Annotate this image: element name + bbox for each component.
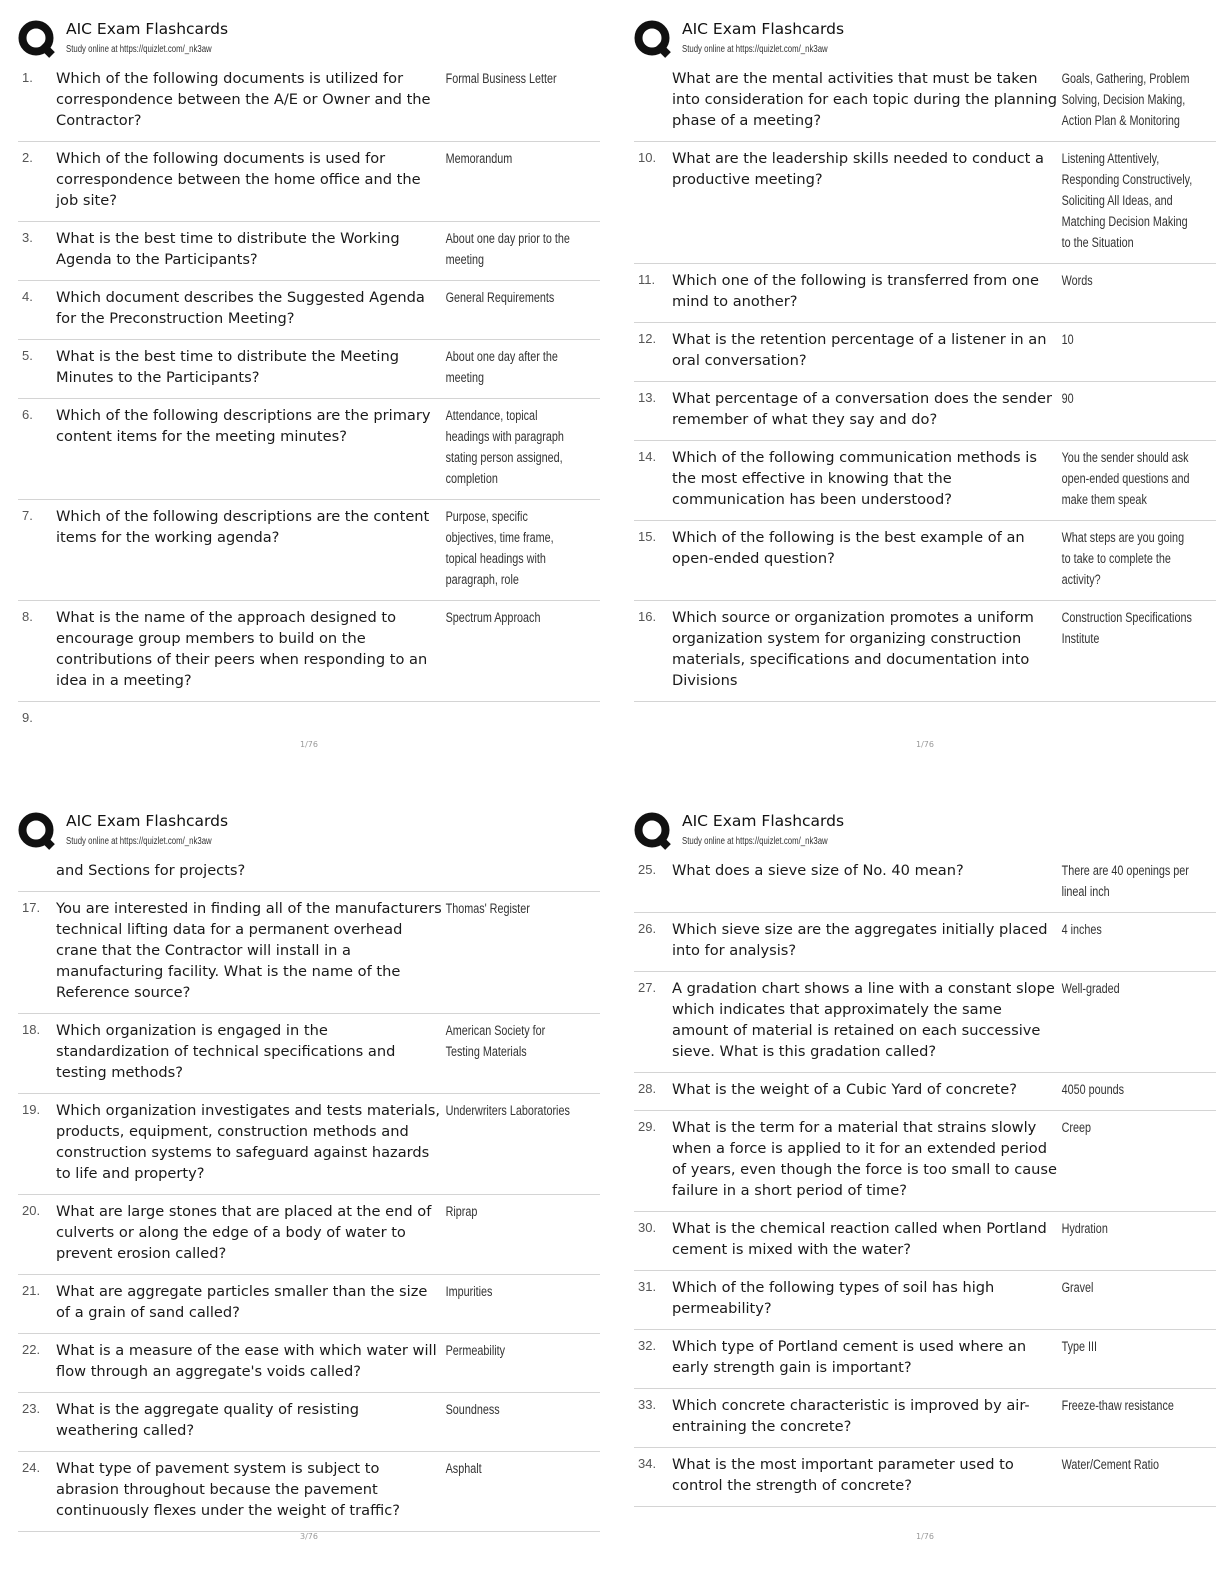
deck-title: AIC Exam Flashcards (682, 20, 845, 38)
flashcard-row (18, 702, 600, 735)
card-answer-text: Construction Specifications Institute (1061, 610, 1192, 646)
flashcard-page-3 (18, 806, 600, 1566)
flashcard-row (634, 854, 1216, 913)
flashcard-row (634, 972, 1216, 1073)
card-question: Which concrete characteristic is improved by air-entraining the concrete? (672, 1397, 1030, 1435)
card-answer (1060, 527, 1196, 590)
card-answer (444, 708, 580, 725)
card-answer-text: General Requirements (445, 290, 555, 305)
card-answer-text: What steps are you going to take to complete the activity? (1061, 530, 1185, 587)
card-question: Which document describes the Suggested Agenda for the Preconstruction Meeting? (56, 289, 425, 327)
card-answer-text: 90 (1061, 391, 1074, 406)
card-number: 7. (22, 508, 33, 523)
card-answer-text: Underwriters Laboratories (445, 1103, 570, 1118)
card-number: 9. (22, 710, 33, 725)
card-question: Which organization is engaged in the standardization of technical specifications and testing methods? (56, 1022, 396, 1081)
card-answer (444, 1020, 580, 1083)
quizlet-logo-icon (18, 812, 56, 850)
deck-title: AIC Exam Flashcards (66, 20, 229, 38)
card-question: Which of the following communication methods is the most effective in knowing that the communication has been understood? (672, 449, 1037, 508)
flashcard-row (634, 1330, 1216, 1389)
flashcard-row (18, 142, 600, 222)
card-answer-text: Freeze-thaw resistance (1061, 1398, 1174, 1413)
page-number: 3/76 (300, 1532, 318, 1541)
card-answer (1060, 1218, 1196, 1260)
card-question: What are large stones that are placed at the end of culverts or along the edge of a body of water to prevent erosion called? (56, 1203, 432, 1262)
card-answer (444, 506, 580, 590)
flashcard-row (634, 441, 1216, 521)
flashcard-row (18, 1334, 600, 1393)
study-link[interactable]: Study online at https://quizlet.com/_nk3aw (66, 44, 212, 55)
card-answer (1060, 860, 1196, 902)
card-question: Which of the following types of soil has high permeability? (672, 1279, 995, 1317)
card-question: What is the term for a material that strains slowly when a force is applied to it for an extended period of years, even though the force is too small to cause failure in a short period of time? (672, 1119, 1058, 1199)
card-number: 19. (22, 1102, 41, 1117)
card-number (18, 860, 56, 881)
card-list (634, 62, 1216, 702)
card-question: Which of the following documents is used for correspondence between the home office and the job site? (56, 150, 421, 209)
card-question: Which type of Portland cement is used where an early strength gain is important? (672, 1338, 1027, 1376)
flashcard-row (18, 62, 600, 142)
card-answer-text: Well-graded (1061, 981, 1120, 996)
card-question: What are aggregate particles smaller than the size of a grain of sand called? (56, 1283, 428, 1321)
card-number: 14. (638, 449, 657, 464)
card-number: 3. (22, 230, 33, 245)
card-question: Which sieve size are the aggregates initially placed into for analysis? (672, 921, 1048, 959)
card-answer (1060, 329, 1196, 371)
card-number: 25. (638, 862, 657, 877)
study-link[interactable]: Study online at https://quizlet.com/_nk3aw (682, 836, 828, 847)
card-question: Which of the following descriptions are the primary content items for the meeting minutes? (56, 407, 431, 445)
deck-title: AIC Exam Flashcards (66, 812, 229, 830)
card-answer (444, 1399, 580, 1441)
card-number: 4. (22, 289, 33, 304)
flashcard-row (18, 399, 600, 500)
card-question: What is the chemical reaction called when Portland cement is mixed with the water? (672, 1220, 1047, 1258)
card-answer (444, 1340, 580, 1382)
quizlet-logo-icon (634, 812, 672, 850)
flashcard-row (634, 1448, 1216, 1507)
card-answer (444, 1201, 580, 1264)
card-answer (444, 228, 580, 270)
card-question: and Sections for projects? (56, 862, 246, 879)
card-number: 26. (638, 921, 657, 936)
flashcard-page-2 (634, 14, 1216, 774)
card-answer-text: 4 inches (1061, 922, 1102, 937)
card-answer-text: Thomas' Register (445, 901, 530, 916)
card-question: Which of the following is the best example of an open-ended question? (672, 529, 1025, 567)
card-answer (1060, 1079, 1196, 1100)
card-answer-text: Listening Attentively, Responding Constructively, Soliciting All Ideas, and Matching Decision Making to the Situation (1061, 151, 1193, 250)
card-answer-text: Words (1061, 273, 1093, 288)
card-answer-text: Memorandum (445, 151, 513, 166)
card-number: 22. (22, 1342, 41, 1357)
flashcard-row (18, 892, 600, 1014)
card-answer-text: Goals, Gathering, Problem Solving, Decision Making, Action Plan & Monitoring (1061, 71, 1190, 128)
card-answer (444, 148, 580, 211)
card-answer (444, 405, 580, 489)
page-header (18, 14, 600, 62)
card-question: Which organization investigates and tests materials, products, equipment, construction methods and construction systems to safeguard against hazards to life and property? (56, 1102, 440, 1182)
page-header (18, 806, 600, 854)
flashcard-row (18, 854, 600, 892)
card-number: 17. (22, 900, 41, 915)
flashcard-row (634, 62, 1216, 142)
card-number: 21. (22, 1283, 41, 1298)
quizlet-logo-icon (18, 20, 56, 58)
card-answer-text: Asphalt (445, 1461, 482, 1476)
card-answer (1060, 68, 1196, 131)
card-answer (1060, 1277, 1196, 1319)
card-question: What is the retention percentage of a listener in an oral conversation? (672, 331, 1047, 369)
card-number: 20. (22, 1203, 41, 1218)
card-number: 11. (638, 272, 656, 287)
card-answer (444, 860, 580, 881)
card-question: What is the aggregate quality of resisting weathering called? (56, 1401, 360, 1439)
card-answer (444, 1100, 580, 1184)
card-answer-text: You the sender should ask open-ended questions and make them speak (1061, 450, 1190, 507)
card-answer-text: Permeability (445, 1343, 506, 1358)
page-number: 1/76 (300, 740, 318, 749)
card-question: What is the best time to distribute the Meeting Minutes to the Participants? (56, 348, 399, 386)
card-number: 29. (638, 1119, 657, 1134)
card-answer-text: Water/Cement Ratio (1061, 1457, 1160, 1472)
card-number: 6. (22, 407, 33, 422)
card-answer (1060, 388, 1196, 430)
card-answer (1060, 1117, 1196, 1201)
flashcard-row (18, 500, 600, 601)
card-answer-text: Impurities (445, 1284, 493, 1299)
card-answer-text: About one day prior to the meeting (445, 231, 570, 267)
flashcard-row (18, 222, 600, 281)
card-question: Which of the following documents is utilized for correspondence between the A/E or Owner and the Contractor? (56, 70, 431, 129)
deck-title: AIC Exam Flashcards (682, 812, 845, 830)
card-answer (1060, 447, 1196, 510)
page-header (634, 806, 1216, 854)
card-number: 18. (22, 1022, 41, 1037)
flashcard-row (634, 142, 1216, 264)
card-answer (1060, 919, 1196, 961)
card-answer (1060, 148, 1196, 253)
card-question: A gradation chart shows a line with a constant slope which indicates that approximately the same amount of material is retained on each successive sieve. What is this gradation called? (672, 980, 1055, 1060)
flashcard-row (18, 1094, 600, 1195)
card-number: 12. (638, 331, 657, 346)
card-answer-text: 10 (1061, 332, 1074, 347)
quizlet-logo-icon (634, 20, 672, 58)
card-number (634, 68, 672, 131)
card-question: What are the leadership skills needed to conduct a productive meeting? (672, 150, 1044, 188)
card-list (634, 854, 1216, 1507)
card-answer-text: Formal Business Letter (445, 71, 557, 86)
card-number: 31. (638, 1279, 657, 1294)
card-answer (1060, 1336, 1196, 1378)
card-number: 23. (22, 1401, 41, 1416)
card-answer-text: Soundness (445, 1402, 500, 1417)
card-question: What is the most important parameter used to control the strength of concrete? (672, 1456, 1014, 1494)
card-answer (1060, 978, 1196, 1062)
card-number: 16. (638, 609, 657, 624)
card-answer-text: Attendance, topical headings with paragraph stating person assigned, completion (445, 408, 564, 486)
flashcard-row (18, 1393, 600, 1452)
card-question: Which one of the following is transferred from one mind to another? (672, 272, 1039, 310)
flashcard-row (634, 1271, 1216, 1330)
page-number: 1/76 (916, 1532, 934, 1541)
card-answer-text: There are 40 openings per lineal inch (1061, 863, 1189, 899)
flashcard-row (18, 1275, 600, 1334)
card-question: You are interested in finding all of the manufacturers technical lifting data for a permanent overhead crane that the Contractor will install in a manufacturing facility. What is the name of the Reference source? (56, 900, 442, 1001)
flashcard-row (634, 601, 1216, 702)
card-question: Which source or organization promotes a uniform organization system for organizing construction materials, specifications and documentation into Divisions (672, 609, 1034, 689)
card-question: Which of the following descriptions are the content items for the working agenda? (56, 508, 430, 546)
card-question (56, 708, 444, 725)
card-number: 13. (638, 390, 657, 405)
card-answer-text: 4050 pounds (1061, 1082, 1125, 1097)
flashcard-page-1 (18, 14, 600, 774)
card-number: 30. (638, 1220, 657, 1235)
card-answer (1060, 607, 1196, 691)
flashcard-row (18, 340, 600, 399)
card-question: What does a sieve size of No. 40 mean? (672, 862, 964, 879)
card-question: What is the name of the approach designed to encourage group members to build on the contributions of their peers when responding to an idea in a meeting? (56, 609, 428, 689)
page-header (634, 14, 1216, 62)
card-answer-text: Creep (1061, 1120, 1092, 1135)
flashcard-row (18, 281, 600, 340)
card-answer (444, 68, 580, 131)
card-answer (444, 287, 580, 329)
card-answer-text: Spectrum Approach (445, 610, 541, 625)
card-list (18, 854, 600, 1532)
flashcard-row (18, 1452, 600, 1532)
card-answer (1060, 1395, 1196, 1437)
card-answer (444, 898, 580, 1003)
page-number: 1/76 (916, 740, 934, 749)
card-answer (444, 1281, 580, 1323)
card-number: 5. (22, 348, 33, 363)
card-question: What are the mental activities that must be taken into consideration for each topic during the planning phase of a meeting? (672, 70, 1058, 129)
card-answer-text: American Society for Testing Materials (445, 1023, 546, 1059)
card-list (18, 62, 600, 735)
card-answer-text: Purpose, specific objectives, time frame, topical headings with paragraph, role (445, 509, 554, 587)
flashcard-row (634, 264, 1216, 323)
flashcard-row (634, 913, 1216, 972)
card-answer (1060, 270, 1196, 312)
card-answer (444, 346, 580, 388)
card-answer (444, 607, 580, 691)
card-question: What is a measure of the ease with which water will flow through an aggregate's voids called? (56, 1342, 437, 1380)
card-number: 8. (22, 609, 33, 624)
flashcard-row (634, 1111, 1216, 1212)
card-answer-text: Hydration (1061, 1221, 1108, 1236)
card-question: What type of pavement system is subject to abrasion throughout because the pavement continuously flexes under the weight of traffic? (56, 1460, 400, 1519)
flashcard-row (18, 1195, 600, 1275)
card-answer (1060, 1454, 1196, 1496)
card-number: 1. (22, 70, 33, 85)
card-number: 28. (638, 1081, 657, 1096)
card-question: What percentage of a conversation does the sender remember of what they say and do? (672, 390, 1053, 428)
card-answer-text: Riprap (445, 1204, 478, 1219)
card-question: What is the weight of a Cubic Yard of concrete? (672, 1081, 1017, 1098)
flashcard-row (634, 1389, 1216, 1448)
card-number: 15. (638, 529, 657, 544)
card-number: 10. (638, 150, 657, 165)
study-link[interactable]: Study online at https://quizlet.com/_nk3aw (682, 44, 828, 55)
card-answer-text: Gravel (1061, 1280, 1094, 1295)
flashcard-row (634, 1212, 1216, 1271)
flashcard-row (634, 323, 1216, 382)
card-number: 33. (638, 1397, 657, 1412)
card-question: What is the best time to distribute the Working Agenda to the Participants? (56, 230, 400, 268)
card-answer-text: Type III (1061, 1339, 1098, 1354)
flashcard-row (18, 1014, 600, 1094)
card-number: 34. (638, 1456, 657, 1471)
flashcard-row (634, 382, 1216, 441)
card-number: 32. (638, 1338, 657, 1353)
flashcard-row (634, 521, 1216, 601)
card-answer-text: About one day after the meeting (445, 349, 558, 385)
card-number: 2. (22, 150, 33, 165)
flashcard-row (18, 601, 600, 702)
flashcard-page-4 (634, 806, 1216, 1566)
card-answer (444, 1458, 580, 1521)
card-number: 27. (638, 980, 657, 995)
flashcard-row (634, 1073, 1216, 1111)
study-link[interactable]: Study online at https://quizlet.com/_nk3aw (66, 836, 212, 847)
card-number: 24. (22, 1460, 41, 1475)
